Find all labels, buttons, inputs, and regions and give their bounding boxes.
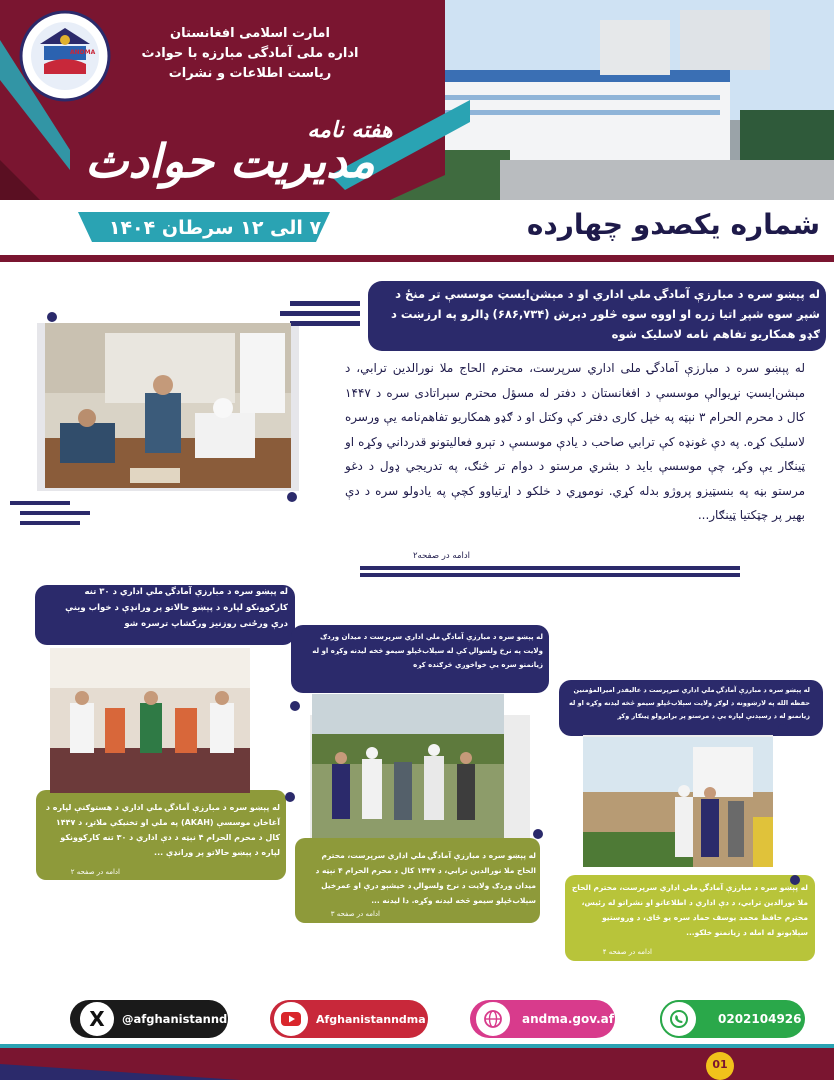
- story-2-body: له پېښو سره د مبارزې آمادگۍ ملي اداري سرپرست، محترم الحاج ملا نورالدین ترابي، د ۱۴۴۷ کال د محرم الحرام ۴ نېټه د میدان وردګ ولایت د نرخ ولسوالۍ د خیشېو درې او عمرخیل سېلاب‌ځپلو سیمو څخه لیدنه وکړه. دا لیدنه ...: [315, 851, 536, 905]
- story-3-body: له پېښو سره د مبارزې آمادگۍ ملي اداري سرپرست، محترم الحاج ملا نورالدین ترابي، د دې اداري د اطلاعاتو او نشراتو له رئیس، محترم حافظ محمد یوسف حماد سره یو ځای، د وروستیو سېلابونو له امله د زیانمنو خلکو...: [571, 883, 808, 937]
- story-2-flood-visit-photo: [312, 694, 504, 838]
- story-2-caption: له پېښو سره د مبارزې آمادگۍ ملي اداري سرپرست د میدان وردګ ولایت په نرخ ولسوالۍ کې له سېلاب‌ځپلو سیمو څخه لیدنه وکړه او له زیانمنو سره یې خواخوږي څرګنده کړه: [312, 633, 543, 669]
- logo-label: ANDMA: [70, 49, 96, 56]
- youtube-channel: Afghanistanndma: [316, 1012, 426, 1026]
- website-url: andma.gov.af: [522, 1012, 614, 1026]
- org-line-authority: اداره ملی آمادگی مبارزه با حوادث: [141, 46, 359, 61]
- phone-number: 0202104926: [718, 1012, 802, 1026]
- story-3-caption: له پېښو سره د مبارزې آمادگۍ ملي اداري سرپرست د عالیقدر امیرالمؤمنین حفظه الله په لارښوونه د لوګر ولایت سېلاب‌ځپلو سیمو څخه لیدنه وکړه او له زیانمنو له د رسېدنې لپاره یې د مرستو پر برابرولو ټینګار وکړ: [568, 686, 810, 720]
- x-logo-icon: X: [78, 1000, 116, 1038]
- whatsapp-icon: [660, 1000, 698, 1038]
- story-3-logar-visit-photo: [583, 737, 773, 867]
- x-social-link[interactable]: [70, 1000, 248, 1038]
- page-number: 01: [712, 1058, 728, 1071]
- org-line-emirate: امارت اسلامی افغانستان: [170, 26, 330, 41]
- newsletter-title: مدیریت حوادث: [85, 134, 375, 188]
- main-story-body: له پېښو سره د مبارزې آمادگۍ ملی اداري سرپرست، محترم الحاج ملا نورالدین ترابي، د مېشن‌ایسټ نړیوالې موسسې د افغانستان د دفتر له مسؤل محترم سېراتادی سره د ۱۴۴۷ کال د محرم الحرام ۳ نېټه په خپل کاری دفتر کې وکتل او د ګډو همکاریو تفاهم‌نامه یې ورسره لاسلیک کړه. په دې غونډه کې ترابي صاحب د یادې موسسې د تېرو فعالیتونو قدرداني وکړه او ټینګار یې وکړ، چې موسسې باید د بشري مرستو د دوام تر څنګ، په تدریجي ډول د دغو مرستو بڼه په بنسټيزو پروژو بدله کړي. نوموړي د خلکو د اړتیاوو کچې په یادولو سره د دې بهیر پر چټکتیا ټینګار...: [345, 361, 805, 522]
- story-2-continue-link[interactable]: ادامه در صفحه ۳: [330, 910, 380, 918]
- newsletter-kind: هفته نامه: [307, 118, 393, 143]
- issue-number: شماره یکصدو چهارده: [526, 208, 820, 241]
- story-1-caption: له پېښو سره د مبارزې آمادگۍ ملي اداري د ۳۰ تنه کارکوونکو لپاره د پېښو حالاتو پر ورانډې د خواب وینې درې ورځنی روزنیز ورکشاپ ترسره شو: [65, 587, 288, 629]
- story-1-body: له پېښو سره د مبارزې آمادگۍ ملي اداري د هستوګنې لپاره د آغاخان موسسې (AKAH) په ملي او تخنیکي ملاتړ، د ۱۴۴۷ کال د محرم الحرام ۴ نېټه د دې اداري د ۳۰ تنه کارکوونکو لپاره د پېښو حالاتو پر ورانډې ...: [45, 803, 280, 857]
- main-story-continue-link[interactable]: ادامه در صفحه۲: [412, 551, 470, 561]
- youtube-logo-icon: [272, 1000, 310, 1038]
- andma-logo: [21, 12, 109, 100]
- story-1-continue-link[interactable]: ادامه در صفحه ۲: [70, 868, 120, 876]
- story-1-workshop-photo: [50, 648, 250, 793]
- youtube-social-link[interactable]: [270, 1000, 428, 1038]
- issue-date-range: ۷ الی ۱۲ سرطان ۱۴۰۴: [108, 217, 322, 239]
- org-line-department: ریاست اطلاعات و نشرات: [168, 66, 332, 81]
- website-link[interactable]: [470, 1000, 615, 1038]
- header-building-photo: [390, 0, 834, 200]
- globe-icon: [474, 1000, 512, 1038]
- x-handle: @afghanistanndma: [122, 1012, 248, 1026]
- story-3-continue-link[interactable]: ادامه در صفحه ۴: [602, 948, 652, 956]
- main-story-headline: له پېښو سره د مبارزې آمادگۍ ملي اداري او د مېشن‌ایسټ موسسې تر منځ د شپږ سوه شپږ اتیا زره او اووه سوه څلور دېرش (۶۸۶,۷۳۴) ډالرو په ارزښت د ګډو همکاریو تفاهم نامه لاسلیک شوه: [390, 287, 820, 341]
- whatsapp-contact[interactable]: [660, 1000, 805, 1038]
- signing-ceremony-photo: [45, 323, 291, 488]
